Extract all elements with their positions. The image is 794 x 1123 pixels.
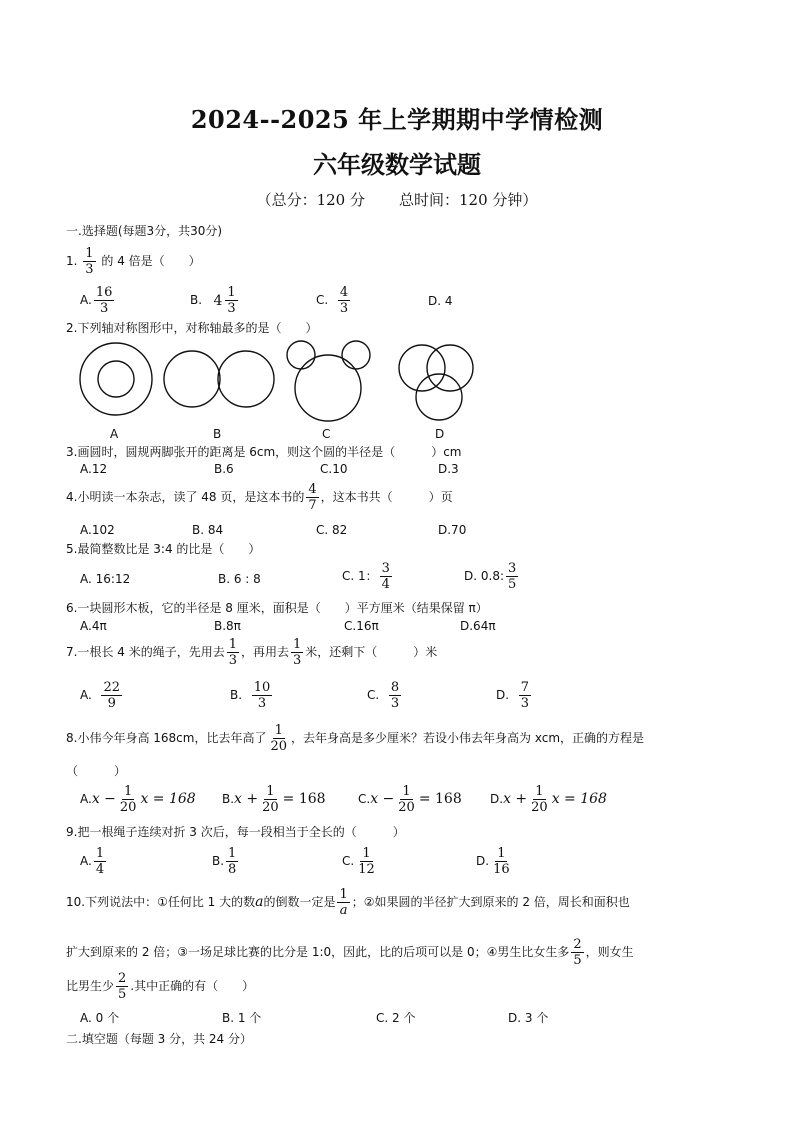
exam-subtitle: 六年级数学试题 (313, 150, 481, 179)
q4-option-c: C. 82 (316, 523, 348, 537)
q4-option-b: B. 84 (192, 523, 224, 537)
q9-option-a: A. $\frac{1}{4}$ (80, 846, 105, 877)
question-3: 3.画圆时，圆规两脚张开的距离是 6cm，则这个圆的半径是（ ）cm (66, 445, 462, 459)
q2-label-c: C (322, 427, 331, 441)
q1-option-b: B. 4 1 3 (190, 285, 236, 316)
q10-option-a: A. 0 个 (80, 1011, 120, 1025)
q6-option-c: C.16π (344, 619, 379, 633)
section-title-choice: 一.选择题(每题3分，共30分) (66, 224, 223, 238)
question-7: 7.一根长 4 米的绳子，先用去 $\frac{1}{3}$ ，再用去 $\frac{1}{3}$ 米，还剩下（ ）米 (66, 637, 438, 668)
q5-option-a: A. 16:12 (80, 572, 131, 586)
q6-option-d: D.64π (460, 619, 496, 633)
q8-option-b: B.x + $\frac{1}{20}$ = 168 (222, 784, 326, 815)
question-1 (66, 246, 201, 277)
q9-option-b: B. $\frac{1}{8}$ (212, 846, 237, 877)
q1-option-c: C. $\frac{4}{3}$ (316, 285, 349, 316)
section-title-fill: 二.填空题（每题 3 分，共 24 分） (66, 1032, 252, 1046)
q6-option-a: A.4π (80, 619, 107, 633)
q7-option-a: A. $\frac{22}{9}$ (80, 680, 120, 711)
q2-label-a: A (110, 427, 119, 441)
figure-a-inner-circle (98, 361, 134, 397)
q9-option-c: C. $\frac{1}{12}$ (342, 846, 375, 877)
q7-option-c: C. $\frac{8}{3}$ (367, 680, 400, 711)
figure-c-left-ear (287, 341, 315, 369)
q2-label-d: D (435, 427, 445, 441)
figure-d-left-circle (399, 345, 445, 391)
question-6: 6.一块圆形木板，它的半径是 8 厘米，面积是（ ）平方厘米（结果保留 π） (66, 601, 488, 615)
q2-label-b: B (213, 427, 222, 441)
q6-option-b: B.8π (214, 619, 241, 633)
exam-meta (0, 189, 794, 210)
total-time: 总时间：120 分钟） (399, 191, 538, 209)
q7-option-b: B. $\frac{10}{3}$ (230, 680, 271, 711)
q8-option-d: D.x + $\frac{1}{20}$ x = 168 (490, 784, 607, 815)
question-5: 5.最简整数比是 3:4 的比是（ ） (66, 542, 261, 556)
question-4: 4.小明读一本杂志，读了 48 页，是这本书的 $\frac{4}{7}$ ，这本书共（ ）页 (66, 482, 453, 513)
question-10-line-2: 扩大到原来的 2 倍；③一场足球比赛的比分是 1:0，因此，比的后项可以是 0；④男生比女生多 $\frac{2}{5}$ ，则女生 (66, 937, 634, 968)
q4-option-a: A.102 (80, 523, 115, 537)
q5-option-b: B. 6 : 8 (218, 572, 261, 586)
q10-option-d: D. 3 个 (508, 1011, 549, 1025)
q8-option-c: C.x − $\frac{1}{20}$ = 168 (358, 784, 462, 815)
figure-b-left-circle (164, 351, 220, 407)
q1-option-a: A. $\frac{16}{3}$ (80, 285, 113, 316)
figure-a-outer-circle (80, 343, 152, 415)
question-10-line-3: 比男生少 $\frac{2}{5}$ .其中正确的有（ ） (66, 971, 255, 1002)
q4-option-d: D.70 (438, 523, 467, 537)
q1-option-d: D. 4 (428, 294, 453, 308)
q10-option-b: B. 1 个 (222, 1011, 262, 1025)
figure-d-bottom-circle (416, 374, 462, 420)
question-9: 9.把一根绳子连续对折 3 次后，每一段相当于全长的（ ） (66, 825, 405, 839)
q3-option-d: D.3 (438, 462, 459, 476)
q1-text: 的 4 倍是（ ） (101, 254, 201, 268)
q10-option-c: C. 2 个 (376, 1011, 416, 1025)
figure-c-main-circle (295, 355, 361, 421)
q3-option-a: A.12 (80, 462, 108, 476)
q2-figures (66, 338, 486, 428)
q1-number: 1. (66, 254, 78, 268)
q7-option-d: D. $\frac{7}{3}$ (496, 680, 529, 711)
q3-option-b: B.6 (214, 462, 234, 476)
figure-d-right-circle (427, 345, 473, 391)
q5-option-c: C. 1： $\frac{3}{4}$ (342, 561, 390, 592)
total-score: （总分：120 分 (256, 191, 365, 209)
q3-option-c: C.10 (320, 462, 348, 476)
question-8: 8.小伟今年身高 168cm，比去年高了 $\frac{1}{20}$ ，去年身高是多少厘米？若设小伟去年身高为 xcm，正确的方程是 (66, 723, 645, 754)
question-2: 2.下列轴对称图形中，对称轴最多的是（ ） (66, 321, 318, 335)
q8-answer-paren: （ ） (66, 764, 127, 778)
q9-option-d: D. $\frac{1}{16}$ (476, 846, 510, 877)
figure-c-right-ear (342, 341, 370, 369)
question-10-line-1: 10.下列说法中：①任何比 1 大的数a的倒数一定是 $\frac{1}{a}$ ；②如果圆的半径扩大到原来的 2 倍，周长和面积也 (66, 887, 630, 918)
figure-b-right-circle (218, 351, 274, 407)
q5-option-d: D. 0.8: $\frac{3}{5}$ (464, 561, 517, 592)
q1-fraction: $\frac{1}{3}$ (85, 246, 94, 277)
exam-title: 2024--2025 年上学期期中学情检测 (190, 105, 604, 134)
q8-option-a: A.x − $\frac{1}{20}$ x = 168 (80, 784, 196, 815)
